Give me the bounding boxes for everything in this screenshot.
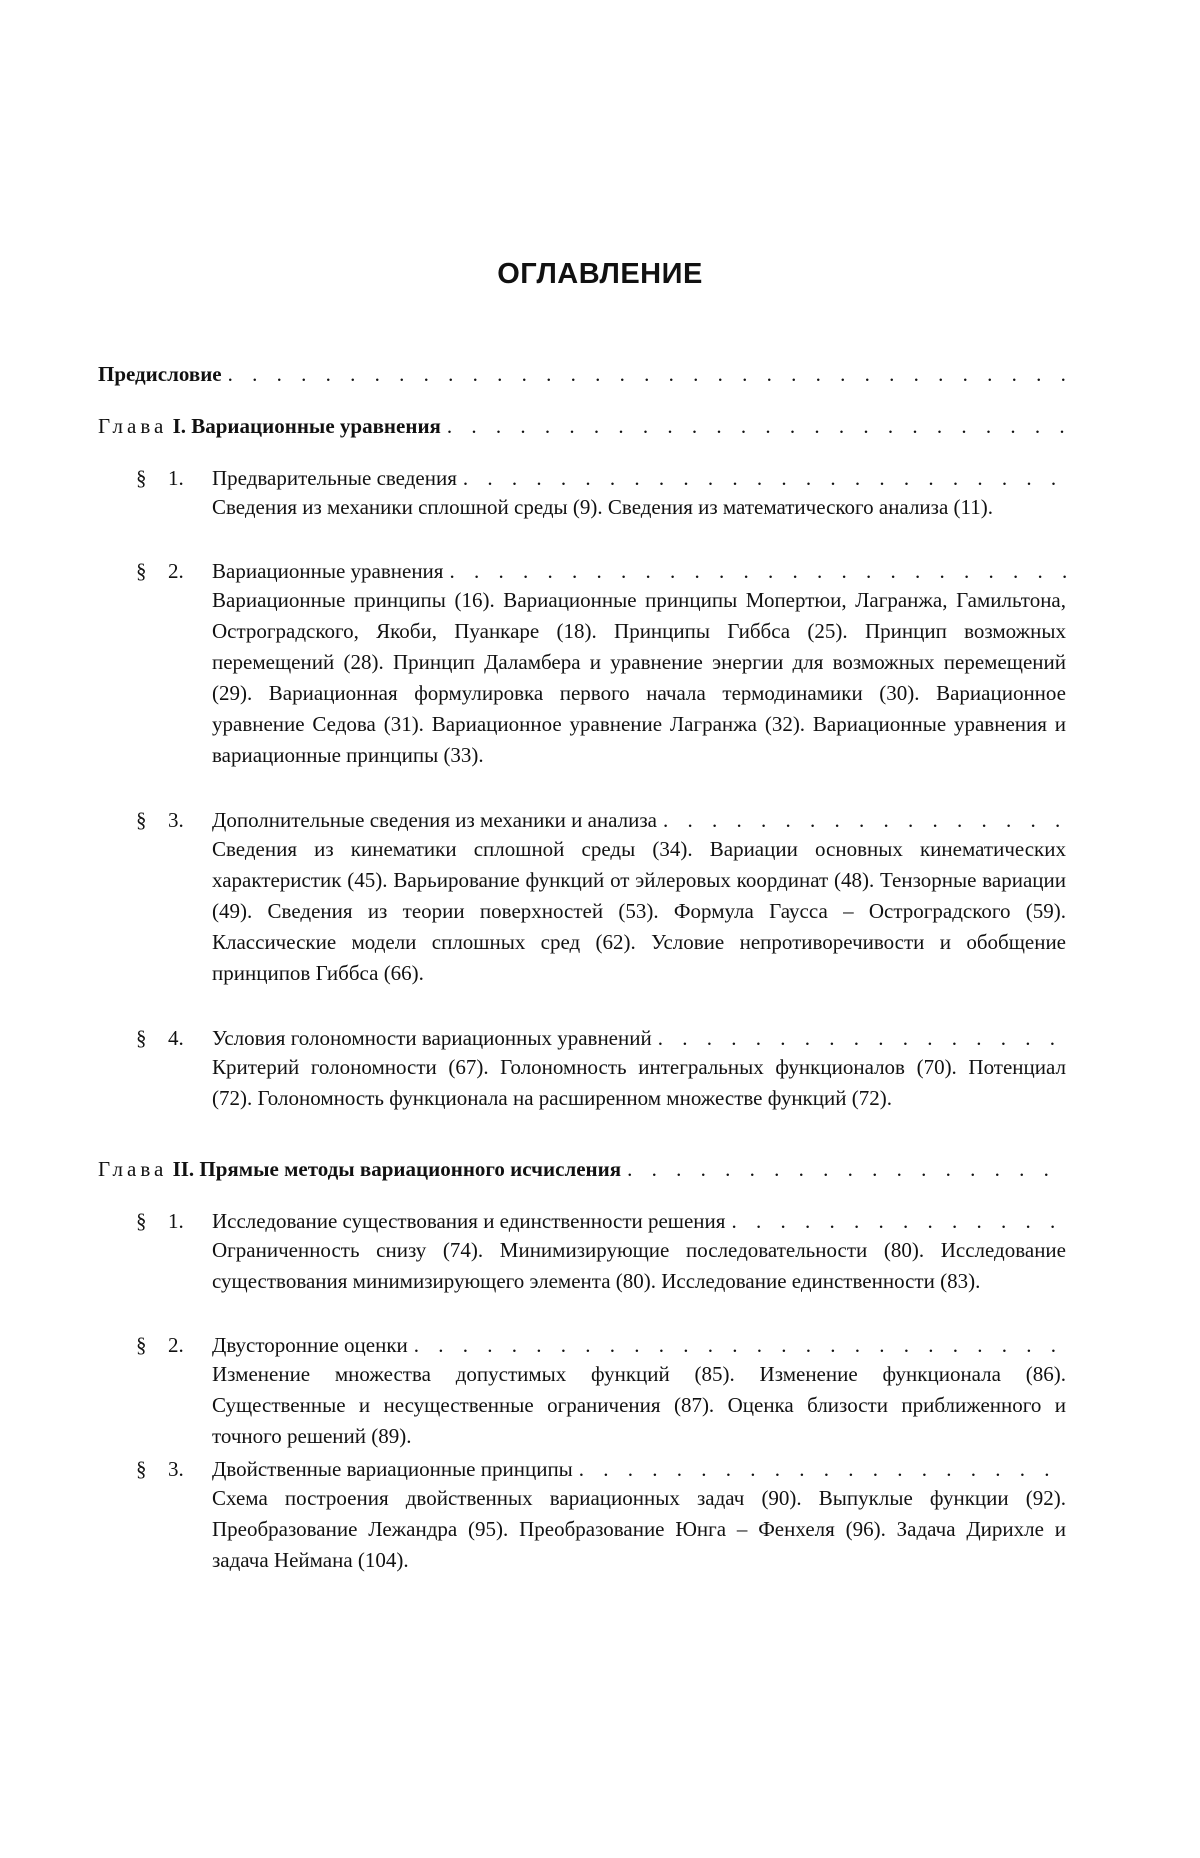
chapter-prefix: Глава	[98, 414, 168, 438]
section-description: Критерий голономности (67). Голономность интегральных функционалов (70). Потенциал (72). Голономность функционала на расширенном множестве функций (72).	[212, 1055, 1066, 1110]
toc-entry-section[interactable]	[136, 808, 1066, 833]
section-mark: §	[136, 1209, 147, 1233]
section-title: Исследование существования и единственности решения	[212, 1209, 726, 1233]
section-mark: §	[136, 466, 147, 490]
section-number: 2.	[168, 1333, 184, 1357]
toc-entry-section[interactable]	[136, 559, 1066, 584]
section-title: Двусторонние оценки	[212, 1333, 408, 1357]
section-number: 1.	[168, 1209, 184, 1233]
section-number: 2.	[168, 559, 184, 583]
section-number: 1.	[168, 466, 184, 490]
page-title: ОГЛАВЛЕНИЕ	[497, 258, 703, 290]
section-number: 4.	[168, 1026, 184, 1050]
section-description: Сведения из кинематики сплошной среды (34). Вариации основных кинематических характеристик (45). Варьирование функций от эйлеровых координат (48). Тензорные вариации (49). Сведения из теории поверхностей (53). Формула Гаусса – Остроградского (59). Классические модели сплошных сред (62). Условие непротиворечивости и обобщение принципов Гиббса (66).	[212, 837, 1066, 985]
section-title: Вариационные уравнения	[212, 559, 444, 583]
section-title: Условия голономности вариационных уравнений	[212, 1026, 652, 1050]
section-number: 3.	[168, 808, 184, 832]
chapter-prefix: Глава	[98, 1157, 168, 1181]
dot-leader	[579, 1457, 1066, 1482]
toc-entry-chapter-2[interactable]	[98, 1157, 1066, 1182]
toc-entry-chapter-1[interactable]	[98, 414, 1066, 439]
dot-leader	[414, 1333, 1066, 1358]
section-mark: §	[136, 808, 147, 832]
section-description: Изменение множества допустимых функций (85). Изменение функционала (86). Существенные и несущественные ограничения (87). Оценка близости приближенного и точного решений (89).	[212, 1362, 1066, 1448]
section-title: Двойственные вариационные принципы	[212, 1457, 573, 1481]
dot-leader	[731, 1209, 1066, 1234]
toc-entry-section[interactable]	[136, 1333, 1066, 1358]
toc-entry-section[interactable]	[136, 1209, 1066, 1234]
section-description: Вариационные принципы (16). Вариационные принципы Мопертюи, Лагранжа, Гамильтона, Остроградского, Якоби, Пуанкаре (18). Принципы Гиббса (25). Принцип возможных перемещений (28). Принцип Даламбера и уравнение энергии для возможных перемещений (29). Вариационная формулировка первого начала термодинамики (30). Вариационное уравнение Седова (31). Вариационное уравнение Лагранжа (32). Вариационные уравнения и вариационные принципы (33).	[212, 588, 1066, 767]
section-mark: §	[136, 1333, 147, 1357]
section-title: Дополнительные сведения из механики и анализа	[212, 808, 657, 832]
chapter-title: I. Вариационные уравнения	[172, 414, 441, 438]
section-description: Сведения из механики сплошной среды (9). Сведения из математического анализа (11).	[212, 495, 993, 519]
section-mark: §	[136, 559, 147, 583]
section-number: 3.	[168, 1457, 184, 1481]
toc-entry-preface[interactable]	[98, 362, 1066, 387]
dot-leader	[447, 414, 1066, 439]
section-title: Предварительные сведения	[212, 466, 457, 490]
dot-leader	[663, 808, 1066, 833]
toc-entry-section[interactable]	[136, 466, 1066, 491]
dot-leader	[658, 1026, 1066, 1051]
toc-entry-section[interactable]	[136, 1026, 1066, 1051]
dot-leader	[463, 466, 1066, 491]
dot-leader	[228, 362, 1066, 387]
section-mark: §	[136, 1026, 147, 1050]
section-description: Ограниченность снизу (74). Минимизирующие последовательности (80). Исследование существования минимизирующего элемента (80). Исследование единственности (83).	[212, 1238, 1066, 1293]
toc-entry-section[interactable]	[136, 1457, 1066, 1482]
preface-label: Предисловие	[98, 362, 222, 386]
chapter-title: II. Прямые методы вариационного исчисления	[172, 1157, 622, 1181]
section-description: Схема построения двойственных вариационных задач (90). Выпуклые функции (92). Преобразование Лежандра (95). Преобразование Юнга – Фенхеля (96). Задача Дирихле и задача Неймана (104).	[212, 1486, 1066, 1572]
dot-leader	[627, 1157, 1066, 1182]
dot-leader	[449, 559, 1066, 584]
section-mark: §	[136, 1457, 147, 1481]
